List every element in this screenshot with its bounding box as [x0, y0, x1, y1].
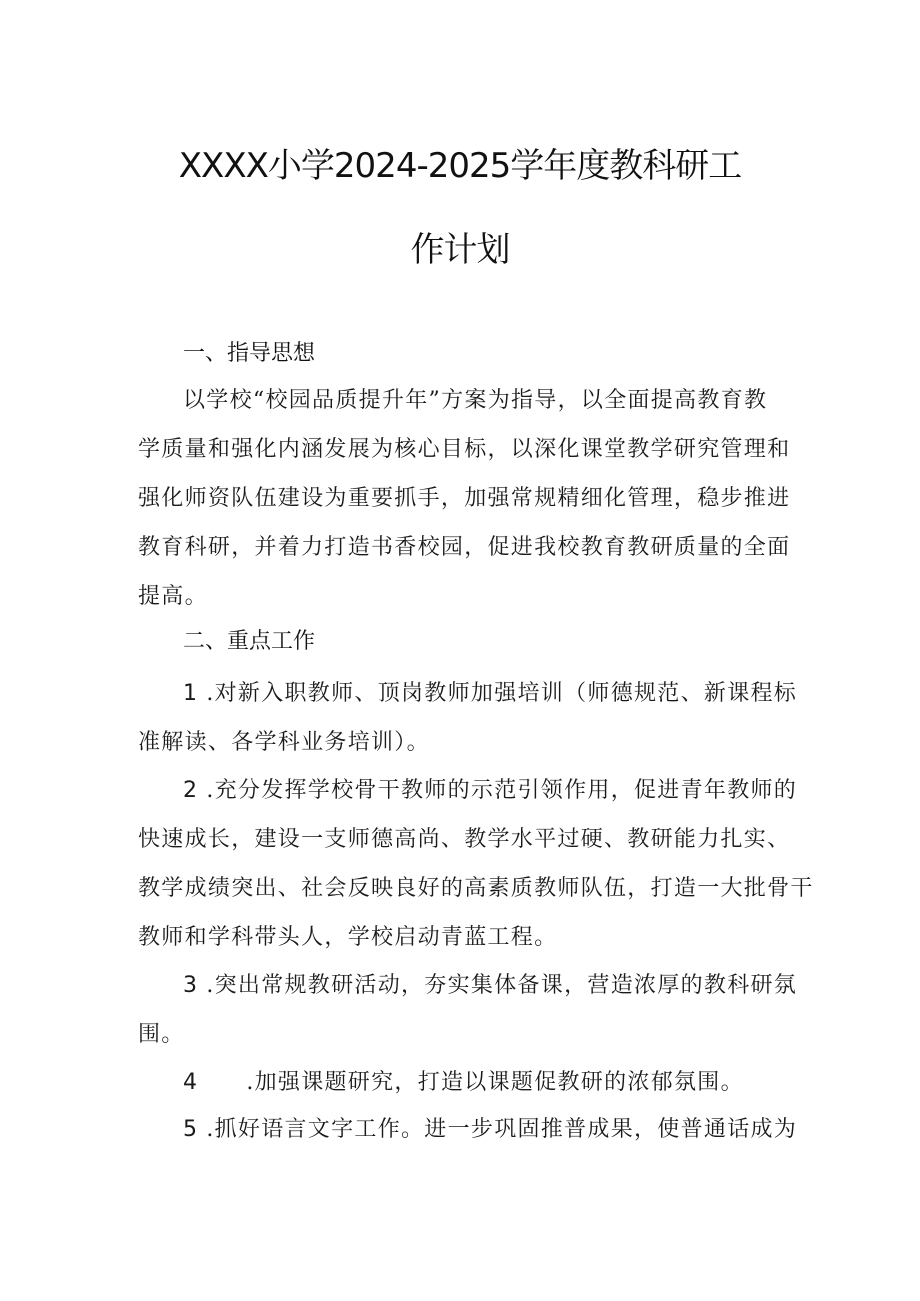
list-item-first-line	[183, 1065, 793, 1096]
list-item-line: 准解读、各学科业务培训）。	[138, 730, 430, 755]
list-item-line: 围。	[138, 1022, 185, 1047]
section-heading-guiding-ideology: 一、指导思想	[183, 341, 316, 366]
list-item-text: .突出常规教研活动，夯实集体备课，营造浓厚的教科研氛	[206, 973, 798, 998]
list-item-first-line	[183, 676, 798, 707]
list-item-line: 教师和学科带头人，学校启动青蓝工程。	[138, 925, 558, 950]
list-item-number: 3	[183, 973, 199, 998]
list-item-line: 快速成长，建设一支师德高尚、教学水平过硬、教研能力扎实、	[138, 827, 791, 852]
list-item-text: .充分发挥学校骨干教师的示范引领作用，促进青年教师的	[206, 778, 798, 803]
list-item-first-line	[183, 1112, 798, 1143]
document-title-line-2: 作计划	[410, 230, 510, 270]
paragraph-line: 教育科研，并着力打造书香校园，促进我校教育教研质量的全面	[138, 535, 791, 560]
list-item-number: 4	[183, 1070, 199, 1095]
list-item-number: 2	[183, 778, 199, 803]
list-item-first-line	[183, 968, 798, 999]
section-heading-key-work: 二、重点工作	[183, 629, 316, 654]
list-item-number: 1	[183, 681, 199, 706]
document-title-line-1: XXXX小学2024-2025学年度教科研工	[178, 146, 742, 186]
list-item-first-line	[183, 773, 798, 804]
paragraph-line: 以学校“校园品质提升年”方案为指导，以全面提高教育教	[183, 388, 768, 413]
paragraph-line: 强化师资队伍建设为重要抓手，加强常规精细化管理，稳步推进	[138, 486, 791, 511]
list-item-number: 5	[183, 1117, 199, 1142]
list-item-text: .对新入职教师、顶岗教师加强培训（师德规范、新课程标	[206, 681, 798, 706]
list-item-text: .抓好语言文字工作。进一步巩固推普成果，使普通话成为	[206, 1117, 798, 1142]
paragraph-line: 学质量和强化内涵发展为核心目标，以深化课堂教学研究管理和	[138, 437, 791, 462]
list-item-text: .加强课题研究，打造以课题促教研的浓郁氛围。	[246, 1070, 744, 1095]
paragraph-line: 提高。	[138, 584, 208, 609]
list-item-line: 教学成绩突出、社会反映良好的高素质教师队伍，打造一大批骨干	[138, 876, 814, 901]
